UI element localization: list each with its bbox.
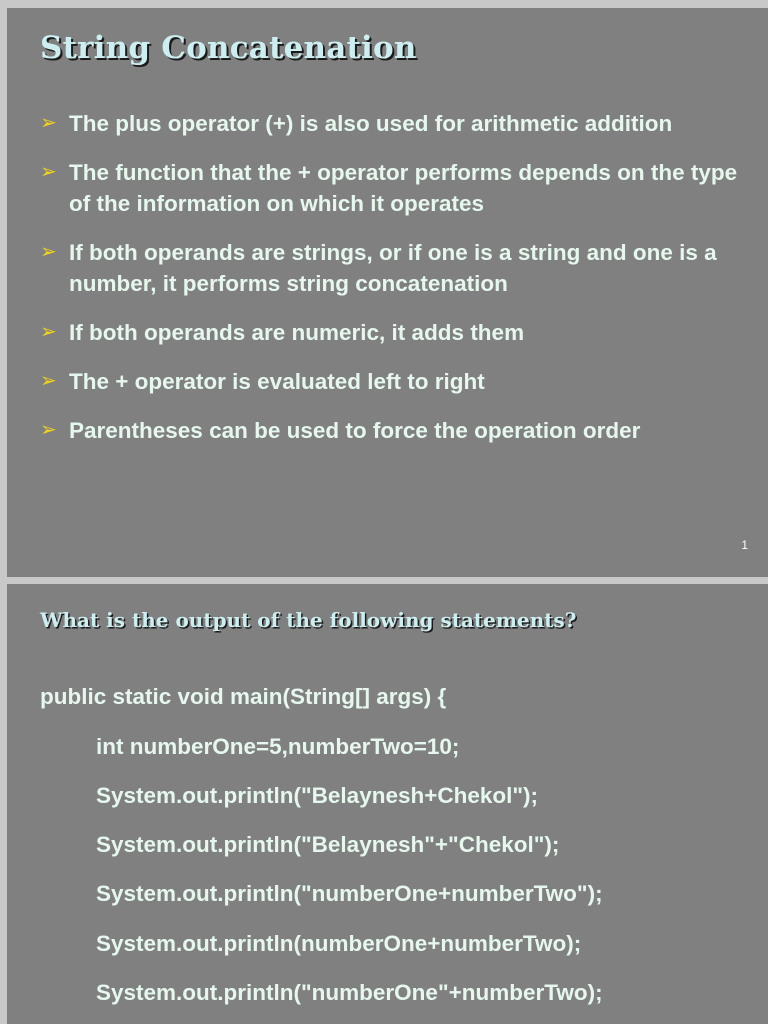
arrow-bullet-icon: ➢	[40, 370, 57, 392]
bullet-text: The + operator is evaluated left to right	[69, 369, 485, 394]
bullet-item	[40, 415, 740, 446]
arrow-bullet-icon: ➢	[40, 321, 57, 343]
question-title: What is the output of the following statements?	[40, 608, 577, 632]
slide-2	[7, 584, 768, 1024]
slide-title: String Concatenation	[40, 30, 417, 66]
bullet-item	[40, 237, 740, 299]
bullet-text: Parentheses can be used to force the operation order	[69, 418, 641, 443]
arrow-bullet-icon: ➢	[40, 161, 57, 183]
bullet-list	[40, 108, 740, 446]
code-line: System.out.println("numberOne"+numberTwo);	[96, 980, 603, 1005]
arrow-bullet-icon: ➢	[40, 241, 57, 263]
code-line: System.out.println("Belaynesh"+"Chekol");	[96, 832, 560, 857]
bullet-text: If both operands are strings, or if one is a string and one is a number, it performs string concatenation	[69, 240, 717, 296]
bullet-text: If both operands are numeric, it adds them	[69, 320, 525, 345]
arrow-bullet-icon: ➢	[40, 419, 57, 441]
bullet-item	[40, 317, 740, 348]
code-line: public static void main(String[] args) {	[40, 684, 447, 709]
bullet-text: The function that the + operator performs depends on the type of the information on which it operates	[69, 160, 738, 216]
slide-1	[7, 0, 768, 577]
slide-number: 1	[741, 538, 748, 552]
bullet-item	[40, 108, 740, 139]
bullet-item	[40, 157, 740, 219]
bullet-text: The plus operator (+) is also used for arithmetic addition	[69, 111, 673, 136]
arrow-bullet-icon: ➢	[40, 112, 57, 134]
code-line: int numberOne=5,numberTwo=10;	[96, 734, 460, 759]
code-line: System.out.println(numberOne+numberTwo);	[96, 931, 582, 956]
code-line: System.out.println("numberOne+numberTwo");	[96, 881, 603, 906]
bullet-item	[40, 366, 740, 397]
code-line: System.out.println("Belaynesh+Chekol");	[96, 783, 539, 808]
